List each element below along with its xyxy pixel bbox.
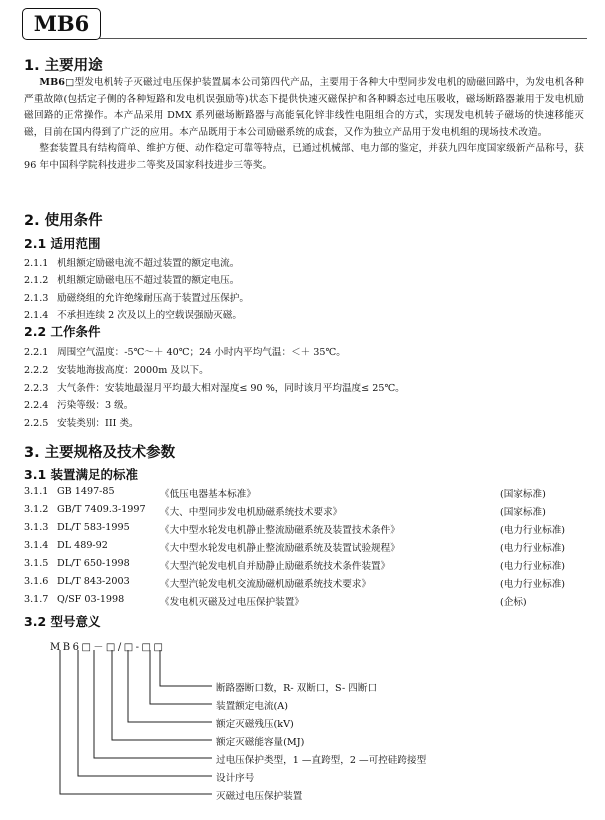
legend-rated-current: 装置额定电流(A) [216,701,288,712]
standard-type: (电力行业标准) [500,543,566,554]
standard-number: 3.1.3 [24,522,49,533]
standard-code: DL/T 583-1995 [57,522,130,533]
standard-number: 3.1.6 [24,576,49,587]
standard-code: Q/SF 03-1998 [57,594,125,605]
item-number: 2.1.4 [24,310,49,321]
section-3-1-heading: 3.1 装置满足的标准 [24,467,138,482]
section-2-heading: 2. 使用条件 [24,213,103,229]
standard-code: GB/T 7409.3-1997 [57,504,146,515]
item-number: 2.2.3 [24,383,49,394]
section-2-2-heading: 2.2 工作条件 [24,324,101,339]
item-number: 2.1.2 [24,275,49,286]
leader-line [78,650,212,776]
standard-code: DL/T 843-2003 [57,576,130,587]
standard-name: 《低压电器基本标准》 [160,489,256,500]
item-text: 不承担连续 2 次及以上的空载误强励灭磁。 [57,310,242,321]
standard-number: 3.1.5 [24,558,49,569]
legend-residual-voltage: 额定灭磁残压(kV) [216,719,294,730]
standard-type: (国家标准) [500,507,546,518]
section-3-heading: 3. 主要规格及技术参数 [24,445,176,461]
standard-type: (电力行业标准) [500,579,566,590]
item-number: 2.2.4 [24,400,49,411]
item-number: 2.2.1 [24,347,49,358]
standard-type: (电力行业标准) [500,525,566,536]
item-text: 机组额定励磁电流不超过装置的额定电流。 [57,258,240,269]
standard-code: GB 1497-85 [57,486,115,497]
section-2-1-heading: 2.1 适用范围 [24,236,101,251]
section-3-2-heading: 3.2 型号意义 [24,614,101,629]
section-1-heading: 1. 主要用途 [24,58,103,74]
legend-device-name: 灭磁过电压保护装置 [216,791,303,802]
leader-line [112,650,212,740]
standard-type: (国家标准) [500,489,546,500]
document-title: MB6 [22,8,101,40]
item-text: 机组额定励磁电压不超过装置的额定电压。 [57,275,240,286]
standard-code: DL/T 650-1998 [57,558,130,569]
legend-design-number: 设计序号 [216,773,255,784]
legend-energy-capacity: 额定灭磁能容量(MJ) [216,737,305,748]
item-text: 污染等级：3 级。 [57,400,134,411]
standard-name: 《发电机灭磁及过电压保护装置》 [160,597,304,608]
standard-code: DL 489-92 [57,540,108,551]
item-number: 2.2.5 [24,418,49,429]
item-text: 大气条件：安装地最湿月平均最大相对湿度≤ 90 %，同时该月平均温度≤ 25℃。 [57,383,405,394]
product-code: MB6 [39,77,66,88]
item-text: 安装类别：III 类。 [57,418,139,429]
standard-number: 3.1.4 [24,540,49,551]
section-1-paragraph-2: 整套装置具有结构简单、维护方便、动作稳定可靠等特点，已通过机械部、电力部的鉴定，并获九四年度国家级新产品称号，获 96 年中国科学院科技进步二等奖及国家科技进步三等奖。 [24,143,584,171]
item-number: 2.1.1 [24,258,49,269]
leader-line [160,650,212,686]
standard-type: (电力行业标准) [500,561,566,572]
model-code: MB6□－□/□-□□ [50,642,166,653]
standard-number: 3.1.1 [24,486,49,497]
standard-number: 3.1.2 [24,504,49,515]
legend-breaker-ports: 断路器断口数，R- 双断口，S- 四断口 [216,683,378,694]
standard-name: 《大中型水轮发电机静止整流励磁系统及装置试验规程》 [160,543,400,554]
paragraph-1-text: □型发电机转子灭磁过电压保护装置属本公司第四代产品，主要用于各种大中型同步发电机的励磁回路中，为发电机各种严重故障(包括定子侧的各种短路和发电机误强励等)状态下提供快速灭磁保护和各种瞬态过电压吸收，磁场断路器兼用于发电机励磁回路的正常操作。本产品采用 DMX 系列磁场断路器与高能氧化锌非线性电阻组合的方式，实现发电机转子磁场的快速移能灭磁，目前在国内得到了广泛的应用。本产品既用于本公司励磁系统的成套，又作为独立产品用于发电机组的现场技术改造。 [24,77,584,138]
standard-name: 《大型汽轮发电机自并励静止励磁系统技术条件装置》 [160,561,391,572]
standard-name: 《大中型水轮发电机静止整流励磁系统及装置技术条件》 [160,525,400,536]
leader-line [150,650,212,704]
item-text: 安装地海拔高度：2000m 及以下。 [57,365,209,376]
standard-name: 《大型汽轮发电机交流励磁机励磁系统技术要求》 [160,579,372,590]
item-number: 2.1.3 [24,293,49,304]
legend-protection-type: 过电压保护类型，1 —直跨型，2 —可控硅跨接型 [216,755,427,766]
item-number: 2.2.2 [24,365,49,376]
standard-name: 《大、中型同步发电机励磁系统技术要求》 [160,507,343,518]
standard-number: 3.1.7 [24,594,49,605]
item-text: 周围空气温度：-5℃～＋ 40℃；24 小时内平均气温：＜＋ 35℃。 [57,347,346,358]
standard-type: (企标) [500,597,527,608]
item-text: 励磁绕组的允许绝缘耐压高于装置过压保护。 [57,293,249,304]
